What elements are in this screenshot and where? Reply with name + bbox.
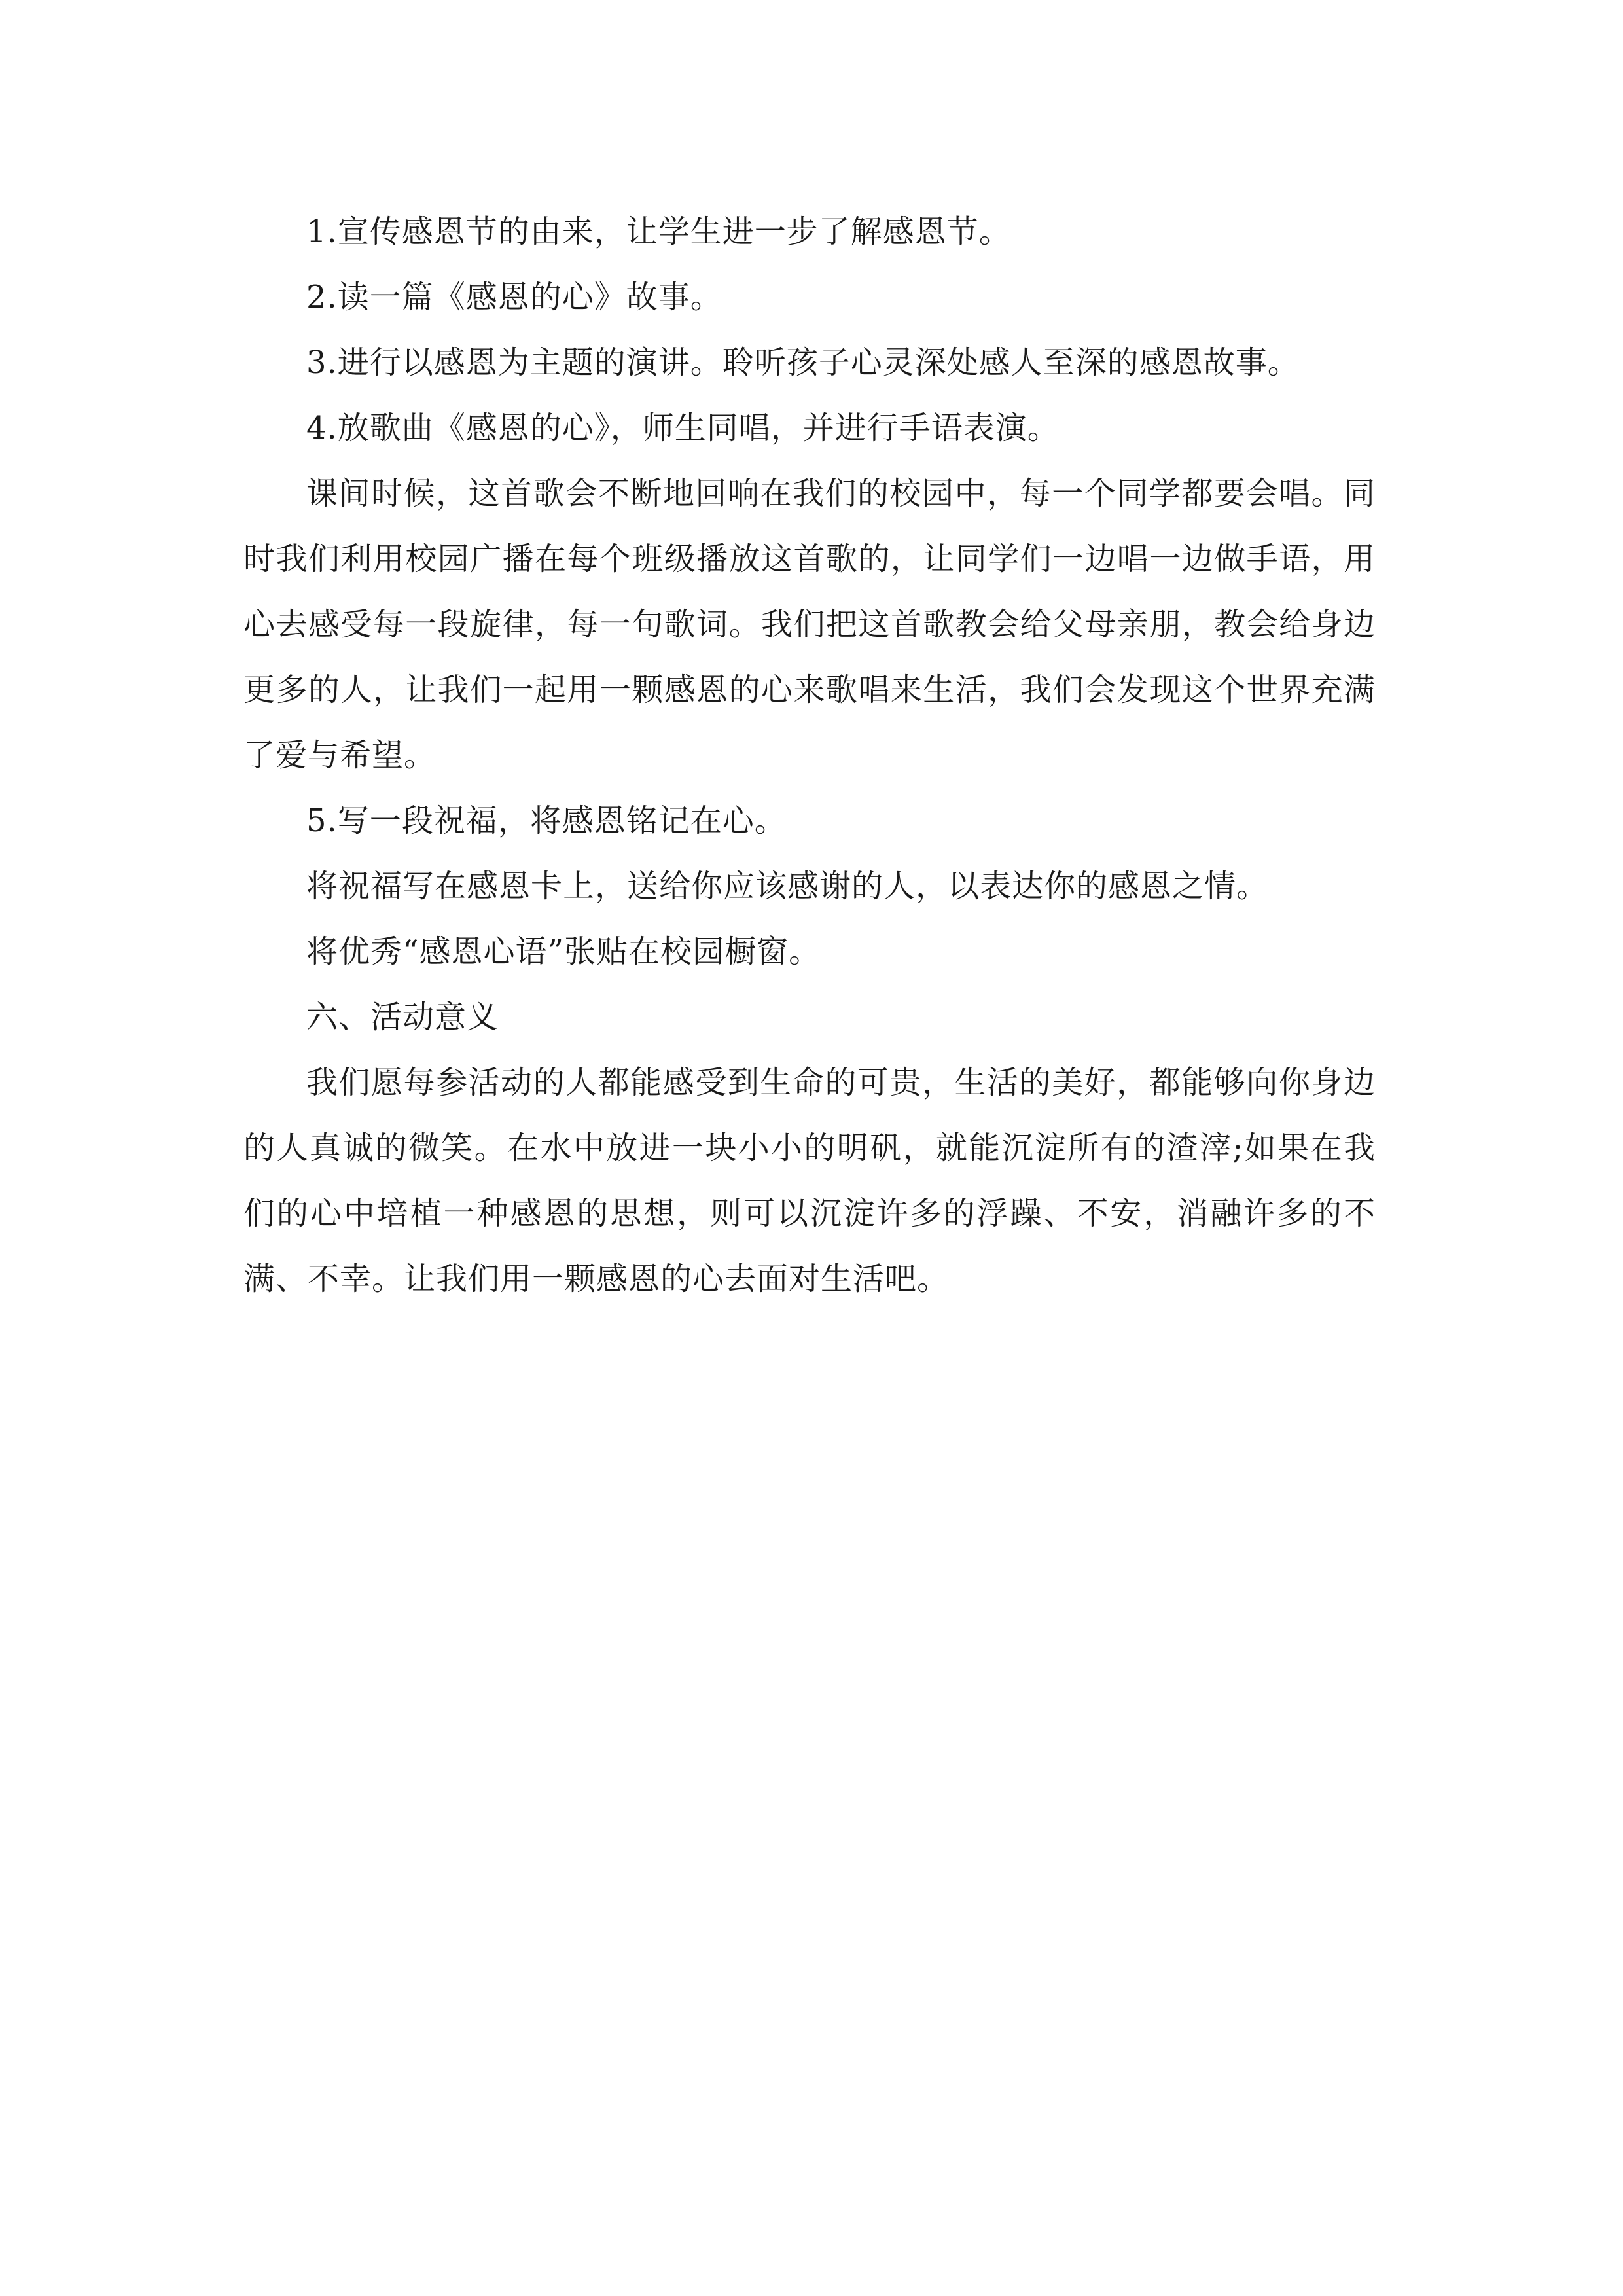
body-paragraph-song: 课间时候，这首歌会不断地回响在我们的校园中，每一个同学都要会唱。同时我们利用校园广播在每个班级播放这首歌的，让同学们一边唱一边做手语，用心去感受每一段旋律，每一句歌词。我们把这首歌教会给父母亲朋，教会给身边更多的人，让我们一起用一颗感恩的心来歌唱来生活，我们会发现这个世界充满了爱与希望。	[243, 475, 1376, 774]
list-item-4: 4.放歌曲《感恩的心》，师生同唱，并进行手语表演。	[306, 410, 1060, 446]
list-item-3: 3.进行以感恩为主题的演讲。聆听孩子心灵深处感人至深的感恩故事。	[306, 344, 1300, 381]
list-item-2: 2.读一篇《感恩的心》故事。	[306, 279, 722, 315]
list-item-1: 1.宣传感恩节的由来，让学生进一步了解感恩节。	[306, 213, 1011, 250]
list-item-5: 5.写一段祝福，将感恩铭记在心。	[306, 802, 787, 839]
document-body	[243, 199, 1376, 1312]
body-paragraph-window: 将优秀“感恩心语”张贴在校园橱窗。	[306, 933, 821, 970]
body-paragraph-card: 将祝福写在感恩卡上，送给你应该感谢的人，以表达你的感恩之情。	[306, 868, 1269, 905]
body-paragraph-significance: 我们愿每参活动的人都能感受到生命的可贵，生活的美好，都能够向你身边的人真诚的微笑。在水中放进一块小小的明矾，就能沉淀所有的渣滓;如果在我们的心中培植一种感恩的思想，则可以沉淀许多的浮躁、不安，消融许多的不满、不幸。让我们用一颗感恩的心去面对生活吧。	[243, 1064, 1376, 1297]
section-heading: 六、活动意义	[306, 999, 499, 1035]
